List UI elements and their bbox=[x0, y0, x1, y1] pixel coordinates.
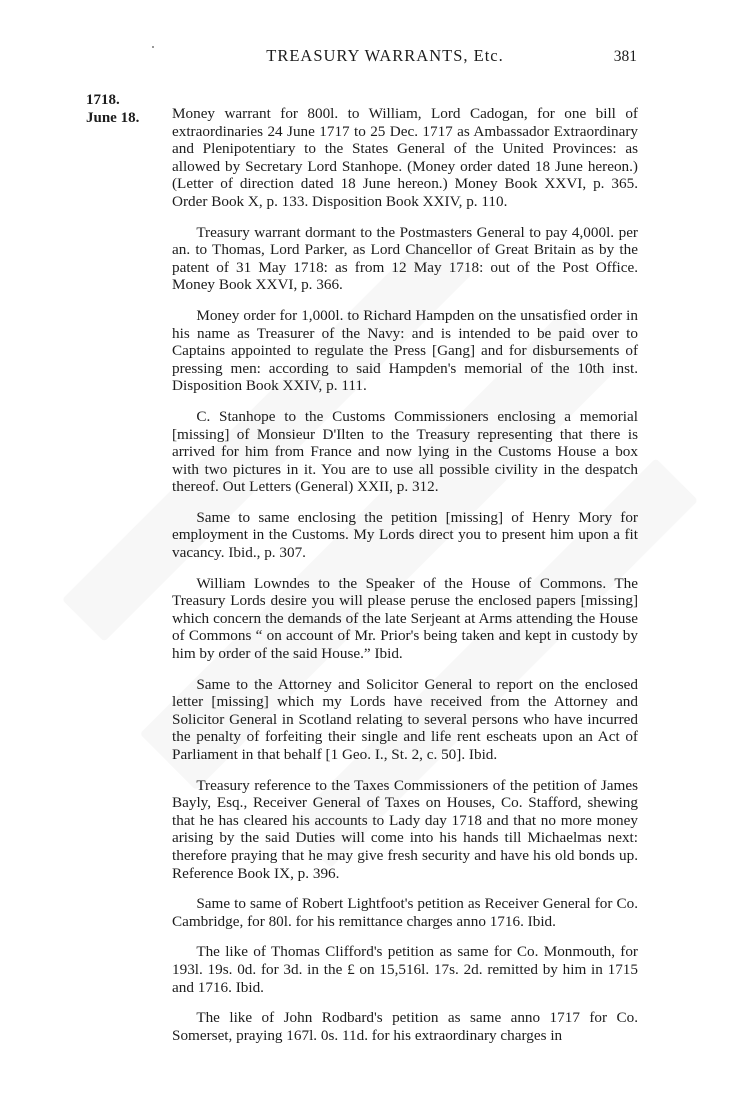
margin-year: 1718. bbox=[86, 92, 120, 108]
entry-warrant-dormant-parker: Treasury warrant dormant to the Postmasters General to pay 4,000l. per an. to Thomas, Lord Parker, as Lord Chancellor of Great Britain as by the patent of 31 May 1718: as from 12 May 1718: out of the Post Office. Money Book XXVI, p. 366. bbox=[172, 223, 638, 294]
entry-lightfoot-petition: Same to same of Robert Lightfoot's petition as Receiver General for Co. Cambridge, for 80l. for his remittance charges anno 1716. Ibid. bbox=[172, 895, 638, 930]
entry-attorney-general: Same to the Attorney and Solicitor General to report on the enclosed letter [missing] which my Lords have received from the Attorney and Solicitor General in Scotland relating to several persons who have incurred the penalty of forfeiting their single and life rent escheats upon an Act of Parliament in that behalf [1 Geo. I., St. 2, c. 50]. Ibid. bbox=[172, 675, 638, 763]
entry-stanhope-customs: C. Stanhope to the Customs Commissioners enclosing a memorial [missing] of Monsieur D'Ilten to the Treasury representing that there is arrived for him from France and now lying in the Customs House a box with two pictures in it. You are to use all possible civility in the despatch thereof. Out Letters (General) XXII, p. 312. bbox=[172, 407, 638, 496]
entry-money-order-hampden: Money order for 1,000l. to Richard Hampden on the unsatisfied order in his name as Treasurer of the Navy: and is intended to be paid over to Captains appointed to regulate the Press [Gang] and for disbursements of pressing men: according to said Hampden's memorial of the 10th inst. Disposition Book XXIV, p. 111. bbox=[172, 306, 638, 395]
page-number: 381 bbox=[613, 48, 637, 65]
margin-date: June 18. bbox=[86, 110, 140, 126]
entry-money-warrant-cadogan: Money warrant for 800l. to William, Lord Cadogan, for one bill of extraordinaries 24 June 1717 to 25 Dec. 1717 as Ambassador Extraordinary and Plenipotentiary to the States General of the United Provinces: as allowed by Secretary Lord Stanhope. (Money order dated 18 June hereon.) (Letter of direction dated 18 June hereon.) Money Book XXVI, p. 365. Order Book X, p. 133. Disposition Book XXIV, p. 110. bbox=[172, 105, 638, 210]
body-text bbox=[172, 105, 638, 1057]
print-speck bbox=[152, 46, 154, 48]
entry-clifford-petition: The like of Thomas Clifford's petition as same for Co. Monmouth, for 193l. 19s. 0d. for 3d. in the £ on 15,516l. 17s. 2d. remitted by him in 1715 and 1716. Ibid. bbox=[172, 943, 638, 996]
entry-lowndes-speaker: William Lowndes to the Speaker of the House of Commons. The Treasury Lords desire you will please peruse the enclosed papers [missing] which concern the demands of the late Serjeant at Arms attending the House of Commons “ on account of Mr. Prior's being taken and kept in custody by him by order of the said House.” Ibid. bbox=[172, 574, 638, 663]
running-title: TREASURY WARRANTS, Etc. bbox=[266, 46, 504, 65]
entry-mory-petition: Same to same enclosing the petition [missing] of Henry Mory for employment in the Customs. My Lords direct you to present him upon a fit vacancy. Ibid., p. 307. bbox=[172, 508, 638, 562]
entry-rodbard-petition: The like of John Rodbard's petition as same anno 1717 for Co. Somerset, praying 167l. 0s. 11d. for his extraordinary charges in bbox=[172, 1009, 638, 1044]
entry-bayly-petition: Treasury reference to the Taxes Commissioners of the petition of James Bayly, Esq., Receiver General of Taxes on Houses, Co. Stafford, shewing that he has cleared his accounts to Lady day 1718 and that no more money arising by the said Duties will come into his hands till Michaelmas next: therefore praying that he may give fresh security and have his old bonds up. Reference Book IX, p. 396. bbox=[172, 776, 638, 882]
page-header bbox=[0, 46, 730, 70]
